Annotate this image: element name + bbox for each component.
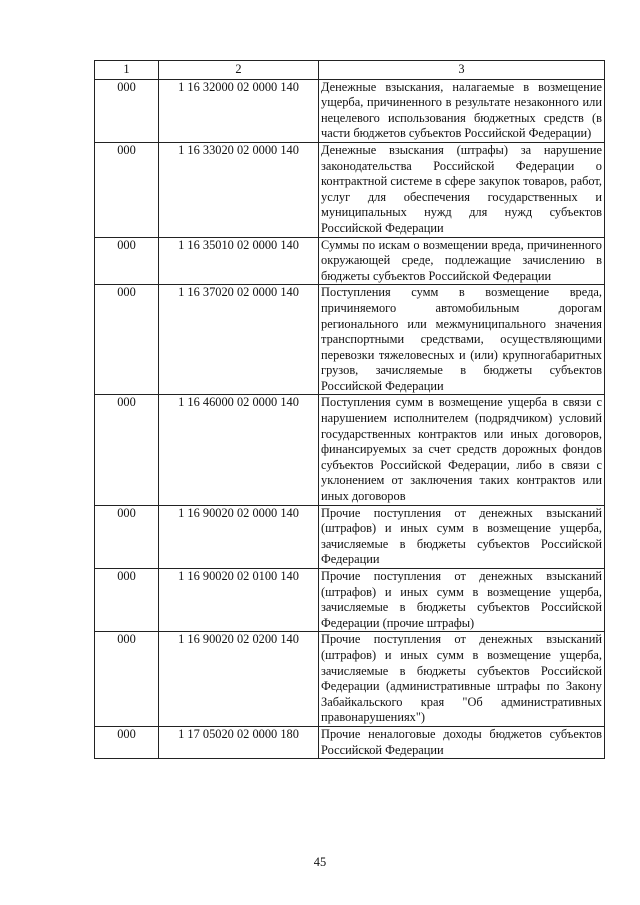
header-col-1: 1: [95, 61, 159, 80]
budget-code-cell: 1 16 90020 02 0000 140: [159, 505, 319, 568]
page-number: 45: [313, 855, 327, 869]
header-col-2: 2: [159, 61, 319, 80]
admin-code-cell: 000: [95, 79, 159, 142]
admin-code-cell: 000: [95, 142, 159, 237]
admin-code-cell: 000: [95, 726, 159, 758]
admin-code-cell: 000: [95, 505, 159, 568]
budget-code-cell: 1 16 37020 02 0000 140: [159, 285, 319, 395]
budget-code-cell: 1 16 35010 02 0000 140: [159, 237, 319, 285]
table-row: [95, 569, 605, 632]
table-row: [95, 726, 605, 758]
table-row: [95, 285, 605, 395]
budget-code-cell: 1 16 90020 02 0100 140: [159, 569, 319, 632]
description-cell: Прочие неналоговые доходы бюджетов субъектов Российской Федерации: [319, 726, 605, 758]
budget-codes-table: [94, 60, 605, 759]
admin-code-cell: 000: [95, 395, 159, 505]
description-cell: Поступления сумм в возмещение вреда, причиняемого автомобильным дорогам регионального или межмуниципального значения транспортными средствами, осуществляющими перевозки тяжеловесных и (или) крупногабаритных грузов, зачисляемые в бюджеты субъектов Российской Федерации: [319, 285, 605, 395]
header-col-3: 3: [319, 61, 605, 80]
table-row: [95, 395, 605, 505]
table-row: [95, 79, 605, 142]
admin-code-cell: 000: [95, 237, 159, 285]
description-cell: Прочие поступления от денежных взысканий (штрафов) и иных сумм в возмещение ущерба, зачисляемые в бюджеты субъектов Российской Федерации: [319, 505, 605, 568]
description-cell: Денежные взыскания, налагаемые в возмещение ущерба, причиненного в результате незаконного или нецелевого использования бюджетных средств (в части бюджетов субъектов Российской Федерации): [319, 79, 605, 142]
description-cell: Денежные взыскания (штрафы) за нарушение законодательства Российской Федерации о контрактной системе в сфере закупок товаров, работ, услуг для обеспечения государственных и муниципальных нужд для нужд субъектов Российской Федерации: [319, 142, 605, 237]
admin-code-cell: 000: [95, 569, 159, 632]
table-row: [95, 505, 605, 568]
description-cell: Прочие поступления от денежных взысканий (штрафов) и иных сумм в возмещение ущерба, зачисляемые в бюджеты субъектов Российской Федерации (прочие штрафы): [319, 569, 605, 632]
budget-code-cell: 1 17 05020 02 0000 180: [159, 726, 319, 758]
table-header-row: [95, 61, 605, 80]
table-row: [95, 142, 605, 237]
budget-code-cell: 1 16 46000 02 0000 140: [159, 395, 319, 505]
admin-code-cell: 000: [95, 632, 159, 727]
table-row: [95, 237, 605, 285]
description-cell: Поступления сумм в возмещение ущерба в связи с нарушением исполнителем (подрядчиком) условий государственных контрактов или иных договоров, финансируемых за счет средств дорожных фондов субъектов Российской Федерации, либо в связи с уклонением от заключения таких контрактов или иных договоров: [319, 395, 605, 505]
budget-code-cell: 1 16 33020 02 0000 140: [159, 142, 319, 237]
description-cell: Прочие поступления от денежных взысканий (штрафов) и иных сумм в возмещение ущерба, зачисляемые в бюджеты субъектов Российской Федерации (административные штрафы по Закону Забайкальского края "Об административных правонарушениях"): [319, 632, 605, 727]
table-row: [95, 632, 605, 727]
description-cell: Суммы по искам о возмещении вреда, причиненного окружающей среде, подлежащие зачислению в бюджеты субъектов Российской Федерации: [319, 237, 605, 285]
budget-code-cell: 1 16 32000 02 0000 140: [159, 79, 319, 142]
budget-code-cell: 1 16 90020 02 0200 140: [159, 632, 319, 727]
admin-code-cell: 000: [95, 285, 159, 395]
